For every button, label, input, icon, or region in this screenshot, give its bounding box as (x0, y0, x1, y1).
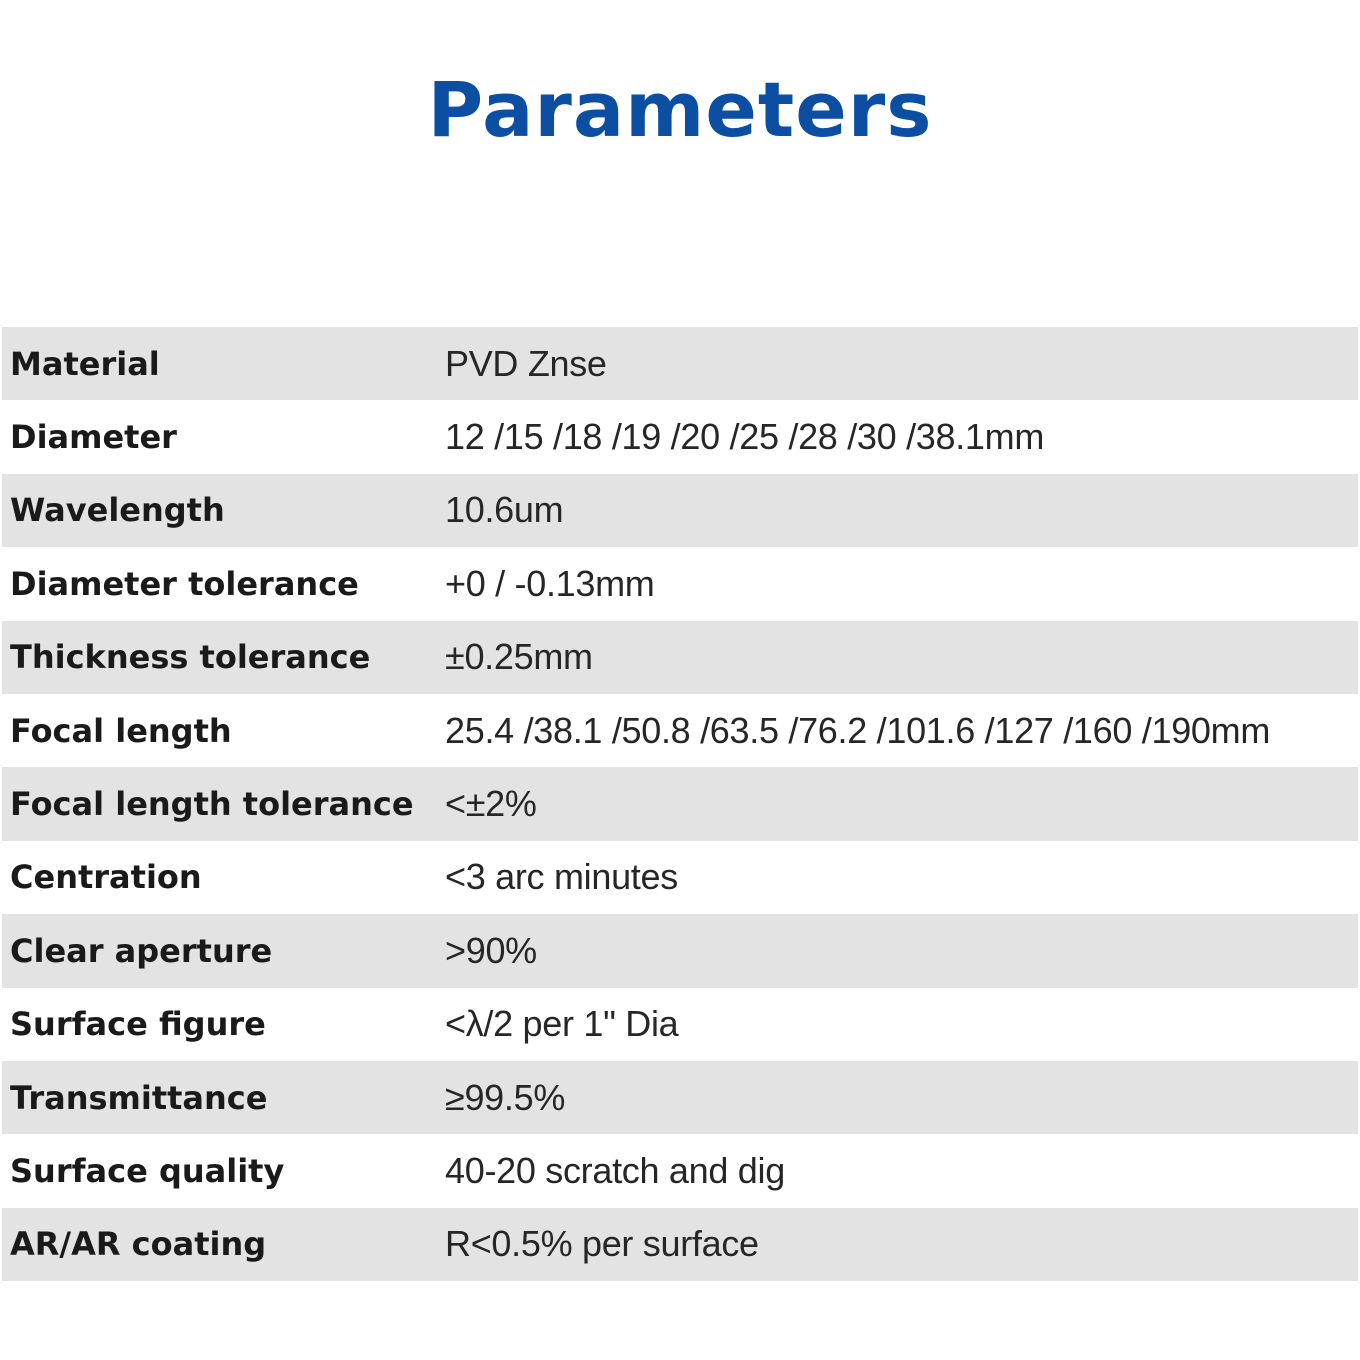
param-name: Thickness tolerance (2, 621, 439, 694)
table-row (2, 914, 1358, 987)
table-row (2, 694, 1358, 767)
table-row (2, 621, 1358, 694)
table-row (2, 547, 1358, 620)
param-name: Wavelength (2, 474, 439, 547)
param-value: <3 arc minutes (439, 841, 1358, 914)
table-row (2, 327, 1358, 400)
table-row (2, 400, 1358, 473)
table-row (2, 841, 1358, 914)
table-row (2, 474, 1358, 547)
page-title: Parameters (427, 65, 933, 154)
table-row (2, 988, 1358, 1061)
param-name: Centration (2, 841, 439, 914)
param-name: Clear aperture (2, 914, 439, 987)
param-value: 40-20 scratch and dig (439, 1134, 1358, 1207)
param-value: 12 /15 /18 /19 /20 /25 /28 /30 /38.1mm (439, 400, 1358, 473)
param-name: Surface figure (2, 988, 439, 1061)
parameters-table (2, 327, 1358, 1281)
param-name: AR/AR coating (2, 1208, 439, 1281)
param-value: ≥99.5% (439, 1061, 1358, 1134)
param-name: Transmittance (2, 1061, 439, 1134)
param-name: Diameter tolerance (2, 547, 439, 620)
param-name: Diameter (2, 400, 439, 473)
table-row (2, 767, 1358, 840)
param-value: 25.4 /38.1 /50.8 /63.5 /76.2 /101.6 /127 /160 /190mm (439, 694, 1358, 767)
param-value: +0 / -0.13mm (439, 547, 1358, 620)
param-value: ±0.25mm (439, 621, 1358, 694)
table-row (2, 1061, 1358, 1134)
table-row (2, 1134, 1358, 1207)
param-name: Surface quality (2, 1134, 439, 1207)
param-value: R<0.5% per surface (439, 1208, 1358, 1281)
param-name: Material (2, 327, 439, 400)
param-value: 10.6um (439, 474, 1358, 547)
param-value: <±2% (439, 767, 1358, 840)
param-value: >90% (439, 914, 1358, 987)
table-row (2, 1208, 1358, 1281)
param-name: Focal length (2, 694, 439, 767)
param-value: PVD Znse (439, 327, 1358, 400)
param-name: Focal length tolerance (2, 767, 439, 840)
parameters-table-body (2, 327, 1358, 1281)
param-value: <λ/2 per 1" Dia (439, 988, 1358, 1061)
